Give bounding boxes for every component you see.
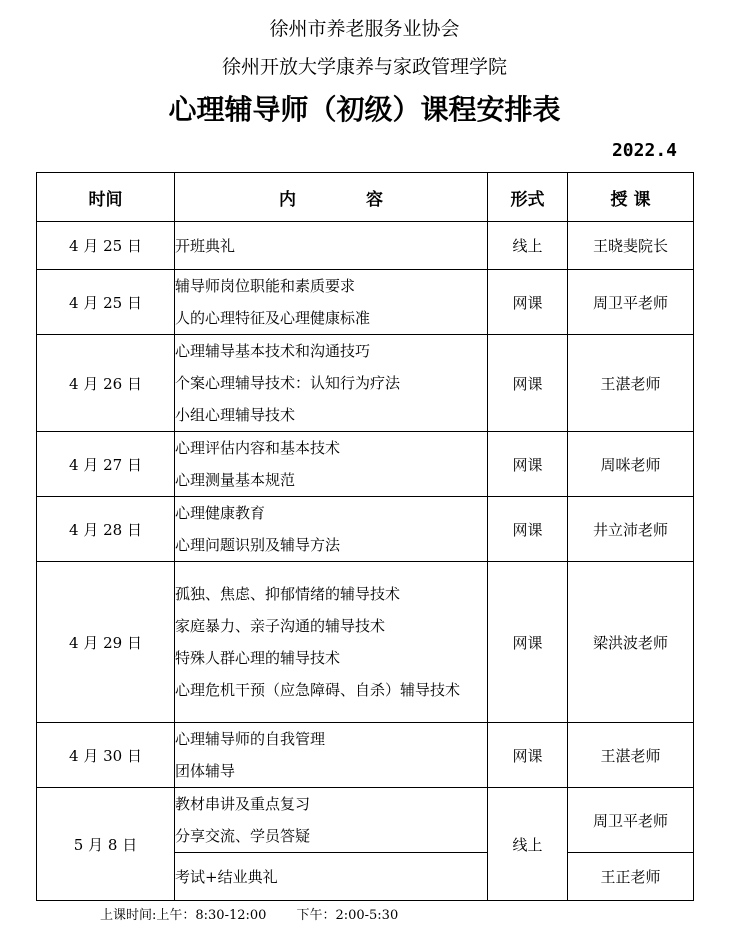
- row-content: [175, 335, 488, 432]
- table-row: [37, 270, 694, 335]
- content-line: 家庭暴力、亲子沟通的辅导技术: [175, 617, 386, 635]
- col-header-content-a: 内: [279, 189, 296, 210]
- row-teacher: 周卫平老师: [568, 788, 694, 853]
- row-teacher: 王晓斐院长: [568, 222, 694, 270]
- content-line: 开班典礼: [175, 236, 236, 255]
- row-content: [175, 723, 488, 788]
- col-header-form: 形式: [488, 173, 568, 222]
- table-row: [37, 432, 694, 497]
- row-teacher: 王湛老师: [568, 335, 694, 432]
- row-form: 网课: [488, 335, 568, 432]
- row-teacher: 王湛老师: [568, 723, 694, 788]
- row-date: 4 月 26 日: [37, 335, 175, 432]
- organizer-1: 徐州市养老服务业协会: [269, 18, 460, 40]
- table-row: [37, 222, 694, 270]
- row-content: [175, 497, 488, 562]
- row-form: 网课: [488, 497, 568, 562]
- class-hours: [100, 904, 398, 923]
- header-row: [37, 173, 694, 222]
- table-row: [37, 335, 694, 432]
- class-hours-pm: 下午：2:00-5:30: [296, 908, 399, 923]
- content-line: 特殊人群心理的辅导技术: [175, 649, 341, 667]
- schedule-table: [36, 172, 694, 901]
- content-line: 心理辅导基本技术和沟通技巧: [175, 342, 371, 360]
- row-content: [175, 853, 488, 901]
- row-form: 网课: [488, 562, 568, 723]
- row-date: 4 月 28 日: [37, 497, 175, 562]
- content-line: 辅导师岗位职能和素质要求: [175, 277, 356, 295]
- row-teacher: 梁洪波老师: [568, 562, 694, 723]
- content-line: 心理辅导师的自我管理: [175, 730, 326, 748]
- col-header-time: 时间: [37, 173, 175, 222]
- row-content: [175, 562, 488, 723]
- table-row: [37, 497, 694, 562]
- class-hours-am: 上课时间:上午：8:30-12:00: [100, 908, 267, 923]
- row-teacher: 周卫平老师: [568, 270, 694, 335]
- table-row: [37, 723, 694, 788]
- content-line: 心理健康教育: [175, 504, 266, 522]
- content-line: 团体辅导: [175, 762, 236, 780]
- content-line: 个案心理辅导技术：认知行为疗法: [175, 374, 401, 392]
- content-line: 心理危机干预（应急障碍、自杀）辅导技术: [175, 681, 461, 699]
- row-form: 网课: [488, 723, 568, 788]
- content-line: 教材串讲及重点复习: [175, 795, 311, 813]
- col-header-content: [175, 173, 488, 222]
- row-content: [175, 222, 488, 270]
- content-line: 孤独、焦虑、抑郁情绪的辅导技术: [175, 585, 401, 603]
- row-teacher: 井立沛老师: [568, 497, 694, 562]
- content-line: 考试+结业典礼: [175, 867, 278, 886]
- row-date: 4 月 29 日: [37, 562, 175, 723]
- row-content: [175, 432, 488, 497]
- row-form: 网课: [488, 270, 568, 335]
- content-line: 分享交流、学员答疑: [175, 827, 311, 845]
- row-content: [175, 270, 488, 335]
- row-date: 4 月 27 日: [37, 432, 175, 497]
- table-row: [37, 562, 694, 723]
- row-teacher: 王正老师: [568, 853, 694, 901]
- col-header-teacher: 授 课: [568, 173, 694, 222]
- content-line: 小组心理辅导技术: [175, 406, 296, 424]
- row-date: 4 月 25 日: [37, 222, 175, 270]
- document-date: 2022.4: [611, 140, 677, 161]
- row-form: 网课: [488, 432, 568, 497]
- content-line: 心理问题识别及辅导方法: [175, 536, 341, 554]
- row-teacher: 周咪老师: [568, 432, 694, 497]
- row-date: 4 月 30 日: [37, 723, 175, 788]
- row-form: 线上: [488, 788, 568, 901]
- row-date: 4 月 25 日: [37, 270, 175, 335]
- content-line: 人的心理特征及心理健康标准: [175, 309, 371, 327]
- col-header-content-b: 容: [366, 189, 383, 210]
- document-title: 心理辅导师（初级）课程安排表: [168, 93, 561, 126]
- row-content: [175, 788, 488, 853]
- organizer-2: 徐州开放大学康养与家政管理学院: [221, 56, 507, 78]
- content-line: 心理测量基本规范: [175, 471, 296, 489]
- table-row: [37, 788, 694, 853]
- content-line: 心理评估内容和基本技术: [175, 439, 341, 457]
- row-form: 线上: [488, 222, 568, 270]
- row-date: 5 月 8 日: [37, 788, 175, 901]
